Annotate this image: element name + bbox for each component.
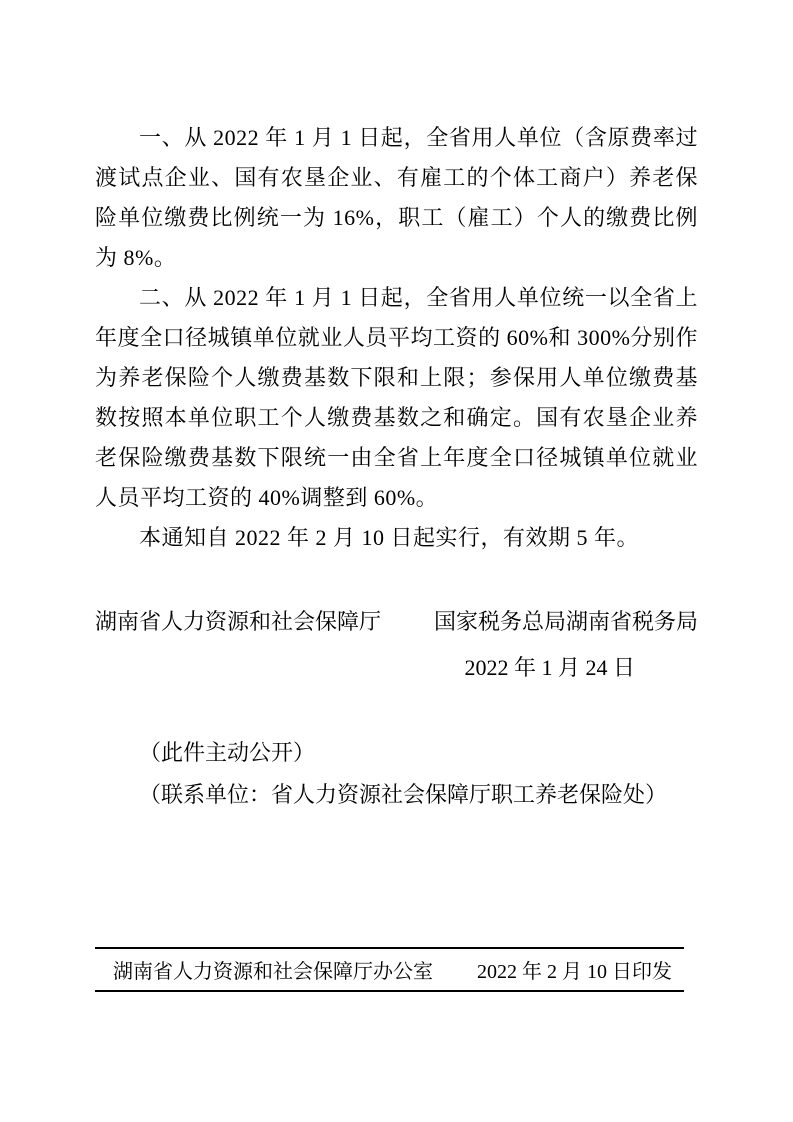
note-contact-unit: （联系单位：省人力资源社会保障厅职工养老保险处）: [139, 782, 668, 807]
signoff-date: 2022 年 1 月 24 日: [464, 655, 635, 680]
document-notes: [95, 732, 698, 816]
signoff-agencies: [95, 606, 698, 638]
footer-issuer: 湖南省人力资源和社会保障厅办公室: [113, 961, 433, 983]
signoff-date-row: [95, 652, 698, 684]
signoff-left-agency: 湖南省人力资源和社会保障厅: [95, 609, 382, 634]
paragraph-item-2: 二、从 2022 年 1 月 1 日起，全省用人单位统一以全省上年度全口径城镇单位就业人员平均工资的 60%和 300%分别作为养老保险个人缴费基数下限和上限；参保用人单位缴费基数按照本单位职工个人缴费基数之和确定。国有农垦企业养老保险缴费基数下限统一由全省上年度全口径城镇单位就业人员平均工资的 40%调整到 60%。: [95, 285, 698, 510]
footer-imprint: [95, 947, 684, 992]
document-body: [95, 118, 698, 558]
signoff-right-agency: 国家税务总局湖南省税务局: [433, 609, 698, 634]
note-public-disclosure: （此件主动公开）: [139, 740, 316, 765]
footer-print-date: 2022 年 2 月 10 日印发: [477, 961, 672, 983]
paragraph-item-1: 一、从 2022 年 1 月 1 日起，全省用人单位（含原费率过渡试点企业、国有农垦企业、有雇工的个体工商户）养老保险单位缴费比例统一为 16%，职工（雇工）个人的缴费比例为 8%。: [95, 125, 698, 270]
paragraph-effective-date: 本通知自 2022 年 2 月 10 日起实行，有效期 5 年。: [139, 525, 640, 550]
